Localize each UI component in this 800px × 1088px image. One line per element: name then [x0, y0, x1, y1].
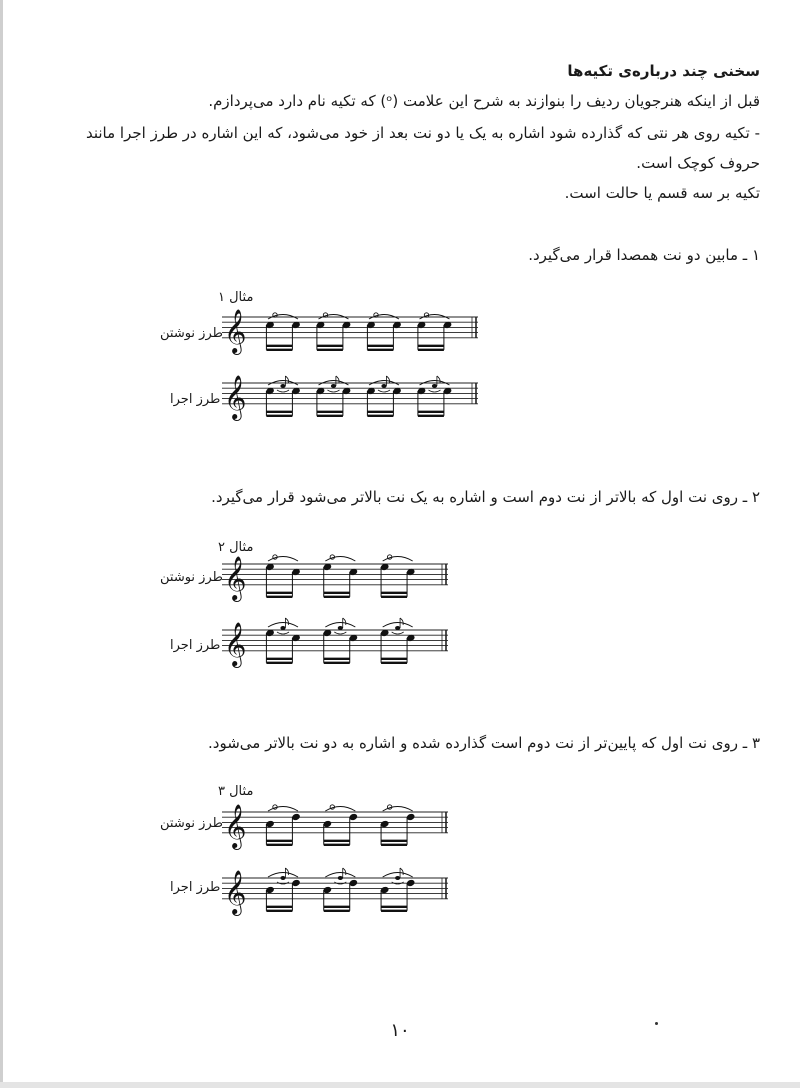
- rule-2-text: ۲ ـ روی نت اول که بالاتر از نت دوم است و اشاره به یک نت بالاتر می‌شود قرار می‌گیرد.: [211, 488, 760, 506]
- grace-flag: [285, 868, 288, 875]
- grace-flag: [343, 618, 346, 625]
- grace-slur: [429, 390, 441, 392]
- grace-flag: [386, 376, 389, 383]
- rule-3-text: ۳ ـ روی نت اول که پایین‌تر از نت دوم است گذارده شده و اشاره به دو نت بالاتر می‌شود.: [208, 734, 760, 752]
- grace-slur: [328, 390, 340, 392]
- example-3-label: مثال ۳: [218, 784, 254, 799]
- grace-notehead: [280, 384, 285, 388]
- example-2-label: مثال ۲: [218, 540, 254, 555]
- grace-notehead: [280, 626, 285, 630]
- grace-notehead: [331, 384, 336, 388]
- intro-line-4: تکیه بر سه قسم یا حالت است.: [564, 184, 760, 202]
- grace-notehead: [395, 626, 400, 630]
- grace-notehead: [338, 626, 343, 630]
- grace-notehead: [381, 384, 386, 388]
- page-number: ۱۰: [390, 1020, 410, 1041]
- example-2-written-label: طرز نوشتن: [160, 570, 223, 585]
- intro-line-1: قبل از اینکه هنرجویان ردیف را بنوازند به شرح این علامت (ᵒ) که تکیه نام دارد می‌پردازم.: [208, 92, 760, 110]
- grace-notehead: [432, 384, 437, 388]
- section-heading: سخنی چند درباره‌ی تکیه‌ها: [567, 62, 760, 80]
- treble-clef-icon: 𝄞: [224, 869, 247, 914]
- grace-notehead: [280, 876, 285, 880]
- grace-flag: [400, 868, 403, 875]
- example-1-written-label: طرز نوشتن: [160, 326, 223, 341]
- example-2-notation: [222, 552, 452, 667]
- treble-clef-icon: 𝄞: [224, 555, 247, 600]
- treble-clef-icon: 𝄞: [224, 621, 247, 666]
- grace-flag: [285, 376, 288, 383]
- grace-flag: [343, 868, 346, 875]
- treble-clef-icon: 𝄞: [224, 803, 247, 848]
- grace-flag: [437, 376, 440, 383]
- intro-line-2: - تکیه روی هر نتی که گذارده شود اشاره به یک یا دو نت بعد از خود می‌شود، که این اشاره در طرز اجرا مانند: [85, 124, 760, 142]
- grace-flag: [400, 618, 403, 625]
- page-speck: [655, 1022, 658, 1025]
- grace-notehead: [395, 876, 400, 880]
- page-bottom-edge: [0, 1082, 800, 1088]
- grace-slur: [334, 632, 346, 634]
- grace-notehead: [338, 876, 343, 880]
- treble-clef-icon: 𝄞: [224, 308, 247, 353]
- example-3-written-label: طرز نوشتن: [160, 816, 223, 831]
- example-3-played-label: طرز اجرا: [170, 880, 221, 895]
- example-2-played-label: طرز اجرا: [170, 638, 221, 653]
- example-1-notation: [222, 305, 482, 420]
- page-edge: [0, 0, 3, 1088]
- rule-1-text: ۱ ـ مابین دو نت همصدا قرار می‌گیرد.: [528, 246, 760, 264]
- grace-slur: [277, 390, 289, 392]
- grace-slur: [277, 632, 289, 634]
- treble-clef-icon: 𝄞: [224, 374, 247, 419]
- grace-slur: [392, 632, 404, 634]
- example-1-label: مثال ۱: [218, 290, 254, 305]
- example-3-notation: [222, 800, 452, 915]
- grace-slur: [378, 390, 390, 392]
- intro-line-3: حروف کوچک است.: [636, 154, 760, 172]
- example-1-played-label: طرز اجرا: [170, 392, 221, 407]
- grace-flag: [336, 376, 339, 383]
- grace-flag: [285, 618, 288, 625]
